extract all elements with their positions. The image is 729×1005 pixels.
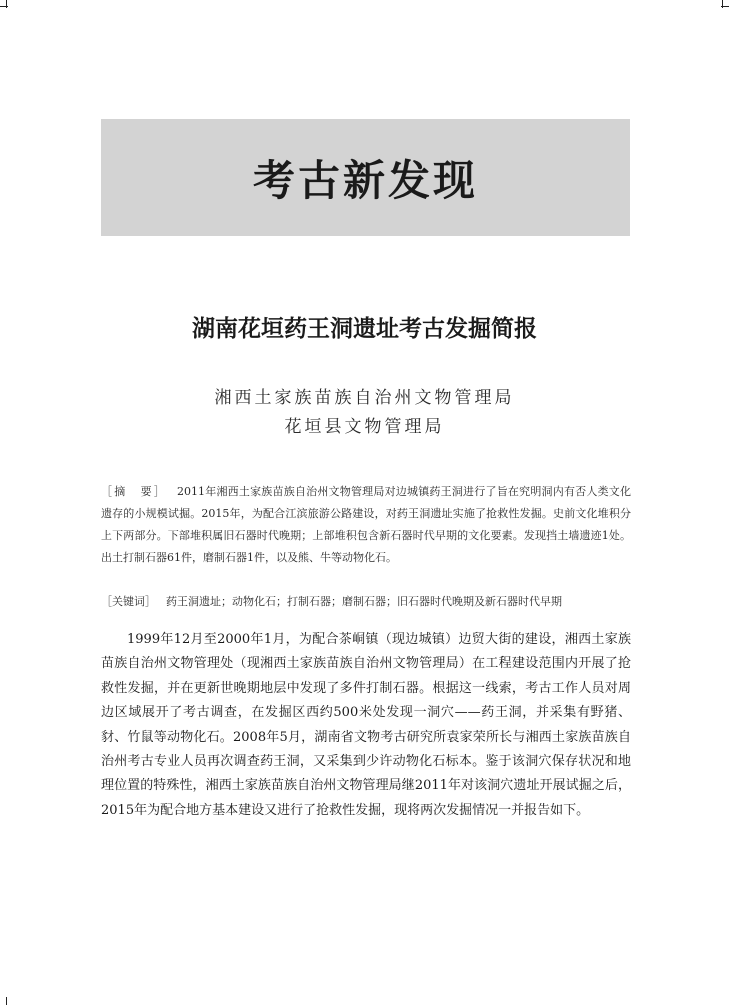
author-affiliation: 花垣县文物管理局 (284, 417, 445, 437)
abstract-text: 2011年湘西土家族苗族自治州文物管理局对边城镇药王洞进行了旨在究明洞内有否人类文化遗存的小规模试掘。2015年，为配合江滨旅游公路建设，对药王洞遗址实施了抢救性发掘。史前文化堆积分上下两部分。下部堆积属旧石器时代晚期；上部堆积包含新石器时代早期的文化要素。发现挡土墙遗迹1处。出土打制石器61件，磨制石器1件，以及熊、牛等动物化石。 (101, 485, 631, 564)
section-title: 考古新发现 (252, 155, 478, 205)
abstract-label: ［摘 要］ (101, 485, 168, 498)
crop-mark-top-right-vertical (722, 0, 723, 8)
keywords-text: 药王洞遗址；动物化石；打制石器；磨制石器；旧石器时代晚期及新石器时代早期 (166, 595, 562, 608)
body-paragraph: 1999年12月至2000年1月，为配合茶峒镇（现边城镇）边贸大街的建设，湘西土家族苗族自治州文物管理处（现湘西土家族苗族自治州文物管理局）在工程建设范围内开展了抢救性发掘，并在更新世晚期地层中发现了多件打制石器。根据这一线索，考古工作人员对周边区域展开了考古调查，在发掘区西约500米处发现一洞穴——药王洞，并采集有野猪、豺、竹鼠等动物化石。2008年5月，湖南省文物考古研究所袁家荣所长与湘西土家族苗族自治州考古专业人员再次调查药王洞，又采集到少许动物化石标本。鉴于该洞穴保存状况和地理位置的特殊性，湘西土家族苗族自治州文物管理局继2011年对该洞穴遗址开展试掘之后，2015年为配合地方基本建设又进行了抢救性发掘，现将两次发掘情况一并报告如下。 (101, 632, 631, 818)
keywords (101, 591, 631, 613)
keywords-label: ［关键词］ (101, 595, 156, 608)
abstract (101, 481, 631, 569)
author-list (0, 384, 729, 442)
crop-mark-top-left-vertical (6, 0, 7, 8)
author-affiliation: 湘西土家族苗族自治州文物管理局 (214, 388, 515, 408)
article-title: 湖南花垣药王洞遗址考古发掘简报 (192, 315, 537, 342)
section-banner (101, 119, 630, 236)
crop-mark-bottom-left-vertical (6, 997, 7, 1005)
